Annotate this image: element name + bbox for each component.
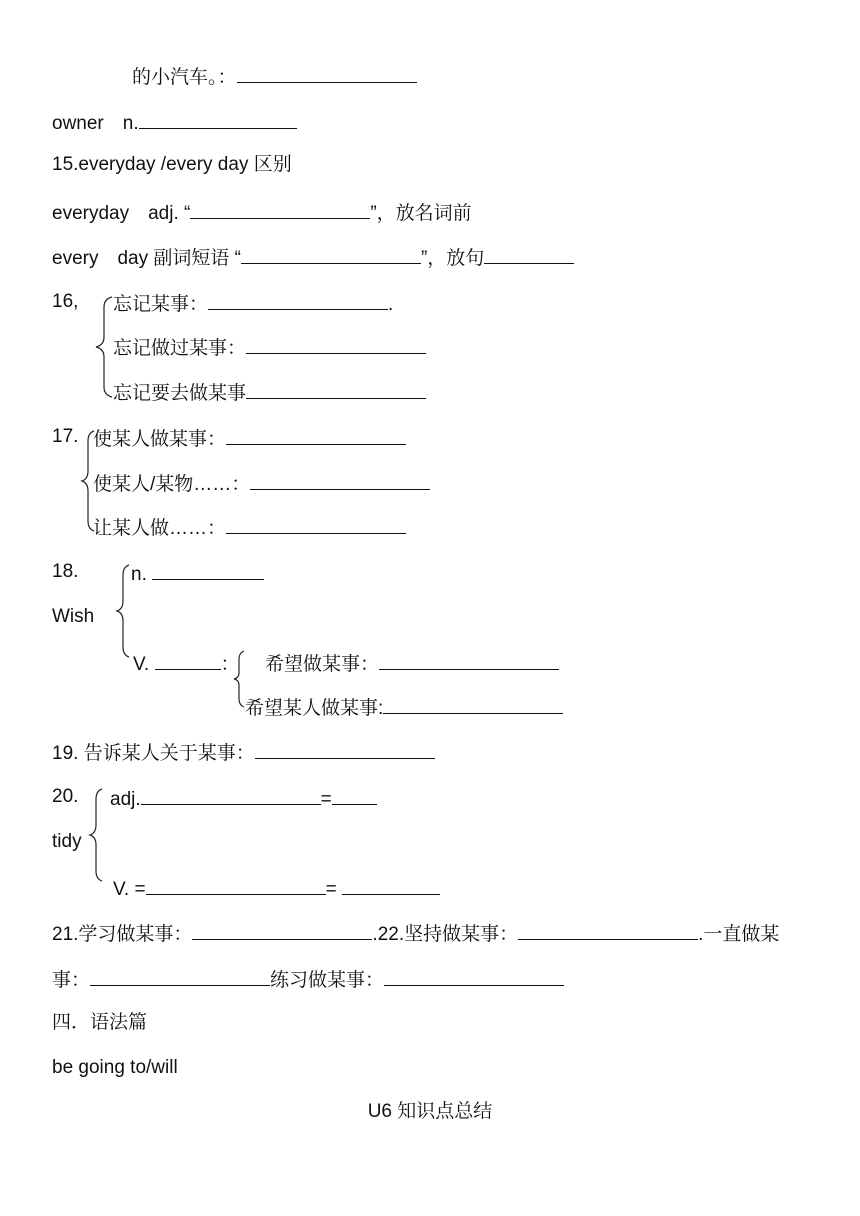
blank[interactable] bbox=[139, 110, 297, 129]
blank[interactable] bbox=[241, 245, 421, 264]
item18-n bbox=[131, 561, 264, 586]
blank[interactable] bbox=[190, 200, 370, 219]
item16-number: 16, bbox=[52, 291, 79, 312]
everyday-suffix: ”，放名词前 bbox=[370, 203, 472, 224]
item20-v bbox=[113, 876, 440, 901]
blank[interactable] bbox=[255, 740, 435, 759]
item18-v-label: V. bbox=[133, 654, 150, 675]
item20-eq: = bbox=[320, 789, 332, 810]
item18-a-label: 希望做某事： bbox=[265, 654, 380, 675]
item21-c: .一直做某 bbox=[698, 924, 780, 945]
blank[interactable] bbox=[384, 967, 564, 986]
car-line bbox=[132, 64, 417, 89]
item16-b bbox=[113, 335, 426, 360]
blank[interactable] bbox=[246, 380, 426, 399]
item16-c bbox=[113, 380, 426, 405]
blank[interactable] bbox=[155, 651, 221, 670]
item18-b-label: 希望某人做某事: bbox=[245, 698, 384, 719]
item17-a bbox=[93, 426, 406, 451]
item21-e: 练习做某事： bbox=[270, 970, 385, 991]
blank[interactable] bbox=[226, 426, 406, 445]
blank[interactable] bbox=[342, 876, 440, 895]
owner-label: owner n. bbox=[52, 113, 139, 134]
blank[interactable] bbox=[141, 786, 321, 805]
blank[interactable] bbox=[237, 64, 417, 83]
item18-word: Wish bbox=[52, 606, 95, 627]
item16-a-label: 忘记某事： bbox=[113, 294, 209, 315]
item20-word: tidy bbox=[52, 831, 82, 852]
item20-v-label: V. = bbox=[113, 879, 146, 900]
blank[interactable] bbox=[250, 471, 430, 490]
item17-number: 17. bbox=[52, 426, 79, 447]
blank[interactable] bbox=[383, 695, 563, 714]
section-title: 四．语法篇 bbox=[52, 1012, 148, 1033]
item18-v-colon: ： bbox=[220, 654, 240, 675]
car-label: 的小汽车。： bbox=[132, 67, 237, 88]
item20-adj bbox=[110, 786, 377, 811]
item16-c-label: 忘记要去做某事 bbox=[113, 383, 247, 404]
item20-eq2: = bbox=[325, 879, 337, 900]
blank[interactable] bbox=[152, 561, 264, 580]
item20-adj-label: adj. bbox=[110, 789, 141, 810]
every-day-mid: ”，放句 bbox=[420, 248, 485, 269]
blank[interactable] bbox=[484, 245, 574, 264]
brace bbox=[88, 789, 104, 881]
blank[interactable] bbox=[226, 515, 406, 534]
item21-line bbox=[52, 921, 779, 946]
item21-line2 bbox=[52, 967, 564, 992]
item15-title: 15.everyday /every day 区别 bbox=[52, 154, 292, 175]
item16-a-end: . bbox=[388, 294, 394, 315]
item17-c-label: 让某人做……： bbox=[93, 518, 227, 539]
item17-b-label: 使某人/某物……： bbox=[93, 474, 251, 495]
item17-a-label: 使某人做某事： bbox=[93, 429, 227, 450]
every-day-line bbox=[52, 245, 574, 270]
item18-v bbox=[133, 651, 240, 676]
blank[interactable] bbox=[146, 876, 326, 895]
item18-n-label: n. bbox=[131, 564, 147, 585]
item16-b-label: 忘记做过某事： bbox=[113, 338, 247, 359]
item21-a: 21.学习做某事： bbox=[52, 924, 193, 945]
item18-number: 18. bbox=[52, 561, 79, 582]
blank[interactable] bbox=[208, 291, 388, 310]
item18-b bbox=[245, 695, 563, 720]
item16-a bbox=[113, 291, 393, 316]
item17-b bbox=[93, 471, 430, 496]
item19-line bbox=[52, 740, 435, 765]
brace bbox=[232, 651, 246, 707]
owner-line bbox=[52, 110, 297, 135]
page-footer: U6 知识点总结 bbox=[367, 1101, 493, 1122]
brace bbox=[115, 565, 131, 657]
everyday-prefix: everyday adj. “ bbox=[52, 203, 191, 224]
item20-number: 20. bbox=[52, 786, 79, 807]
item22-b: .22.坚持做某事： bbox=[372, 924, 519, 945]
blank[interactable] bbox=[192, 921, 372, 940]
blank[interactable] bbox=[379, 651, 559, 670]
blank[interactable] bbox=[90, 967, 270, 986]
item18-a bbox=[265, 651, 559, 676]
item17-c bbox=[93, 515, 406, 540]
blank[interactable] bbox=[332, 786, 377, 805]
blank[interactable] bbox=[518, 921, 698, 940]
everyday-line bbox=[52, 200, 472, 225]
grammar-topic: be going to/will bbox=[52, 1057, 178, 1078]
blank[interactable] bbox=[246, 335, 426, 354]
every-day-prefix: every day 副词短语 “ bbox=[52, 248, 241, 269]
item19-label: 19. 告诉某人关于某事： bbox=[52, 743, 255, 764]
brace bbox=[94, 297, 114, 397]
item21-d: 事： bbox=[52, 970, 91, 991]
